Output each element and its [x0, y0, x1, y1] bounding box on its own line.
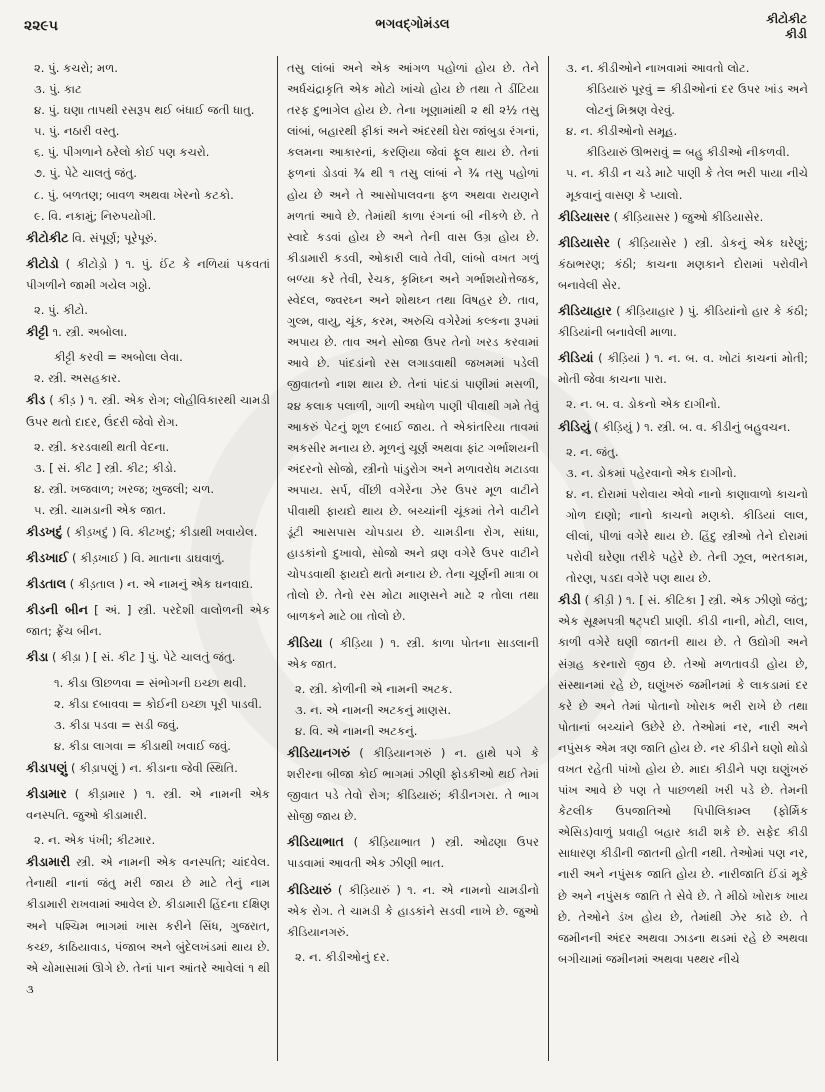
dictionary-entry: [26, 547, 270, 569]
definition-text: ( કીડ઼તાલ ) ન. એ નામનું એક ઘનવાદ્ય.: [66, 577, 254, 592]
sense-item: ૨. સ્ત્રી. કોળીની એ નામની અટક.: [295, 681, 453, 696]
headword: કીડિયાભાત: [287, 834, 344, 850]
sense-item: ૨. ન. કીડીઓનું દર.: [295, 949, 390, 964]
idiom-item: ૧. કીડા ઊછળવા = સંભોગની ઇચ્છા થવી.: [54, 675, 247, 690]
column-divider: [277, 56, 278, 1061]
definition-text: ( કીડ઼ામાર ) ૧. સ્ત્રી. એ નામની એક વનસ્પતિ. જુઓ કીડામારી.: [26, 787, 270, 823]
guide-word-first: કીટોકીટ: [766, 12, 807, 26]
sense-item: ૨. ન. જંતુ.: [566, 444, 619, 459]
sense-item: ૩. ન. એ નામની અટકનું માણસ.: [295, 702, 452, 717]
sense-item: ૪. ન. કીડીઓનો સમૂહ.: [566, 124, 678, 139]
sense-item: ૩. ન. કીડીઓને નાખવામાં આવતો લોટ.: [566, 61, 750, 75]
column-divider: [548, 56, 549, 1061]
sense-item: ૬. પું. પીગળાને ઠરેલો કોઈ પણ કચરો.: [34, 145, 210, 160]
definition-text: ( કીડ઼ા ) [ સં. કીટ ] પું. પેટે ચાલતું જંતુ.: [48, 650, 236, 665]
definition-text: ( કીડ઼િયાહાર ) પું. કીડિયાંનો હાર કે કંઠી; કીડિયાંની બનાવેલી માળા.: [558, 304, 808, 340]
dictionary-entry: [26, 253, 270, 296]
definition-text: વિ. સંપૂર્ણ; પૂરેપૂરું.: [68, 230, 158, 245]
definition-text: [ અં. ] સ્ત્રી. પરદેશી વાલોળની એક જાત; ફ્રેંચ બીન.: [26, 603, 270, 639]
idiom-item: કીડિયારું પૂરવું = કીડીઓનાં દર ઉપર ખાંડ અને લોટનું મિશ્રણ વેરવું.: [586, 82, 808, 118]
column-3: [558, 58, 808, 1058]
sense-item: ૨. સ્ત્રી. અસહકાર.: [34, 371, 121, 386]
book-title: ભગવદ્ગોમંડલ: [375, 17, 450, 32]
sense-item: ૪. સ્ત્રી. ખજવાળ; ખરજ; ખુજલી; ચળ.: [34, 481, 215, 496]
dictionary-entry: [26, 783, 270, 826]
dictionary-entry: [558, 232, 808, 296]
headword: કીડિયારું: [287, 881, 332, 897]
idiom-item: કીડિયારું ઊભરાવું = બહુ કીડીઓ નીકળવી.: [586, 145, 790, 160]
definition-text: ( કીડ઼િયું ) ૧. સ્ત્રી. બ. વ. કીડીનું બહુવચન.: [590, 419, 791, 434]
sense-item: ૨. ન. બ. વ. ડોકનો એક દાગીનો.: [566, 397, 721, 412]
guide-word-last: કીડી: [785, 27, 807, 41]
headword: કીડિયું: [558, 418, 591, 434]
headword: કીડતાલ: [26, 576, 67, 592]
dictionary-entry: [26, 757, 270, 779]
sense-item: ૪. વિ. એ નામની અટકનું.: [295, 723, 418, 738]
headword: કીડી: [558, 592, 581, 608]
sense-item: ૨. ન. એક પંખી; કીટમાર.: [34, 833, 156, 848]
definition-text: ૧. સ્ત્રી. અબોલા.: [48, 325, 128, 340]
headword: કીડા: [26, 649, 49, 665]
definition-text: ( કીડ઼ી ) ૧. [ સં. કીટિકા ] સ્ત્રી. એક ઝીણો જંતુ; એક સૂક્ષ્મપત્રી ષટ્પદી પ્રાણી. કીડી નાની, મોટી, લાલ, કાળી વગેરે ઘણી જાતની થાય છે. તે ઉદ્યોગી અને સંગ્રહ કરનારો જીવ છે. તેઓ મળતાવડી હોય છે, સંસ્થાનમાં રહે છે, ઘણુંખરું જમીનમાં કે લાકડામાં દર કરે છે અને તેમાં પોતાનો ખોરાક ભરી રાખે છે તથા પોતાનાં બચ્ચાંને ઉછેરે છે. તેઓમાં નર, નારી અને નપુંસક એમ ત્રણ જાતિ હોય છે. નર કીડીને ઘણો થોડો વખત રહેતી પાંખો હોય છે. માદા કીડીને પણ ઘણુંખરું પાંખ આવે છે પણ તે પાછળથી ખરી પડે છે. તેમની કેટલીક ઉપજાતિઓ પિપીલિકામ્લ (ફોર્મિક એસિડ)વાળું પ્રવાહી બહાર કાઢી શકે છે. સફેદ કીડી સાધારણ કીડીની જાતની હોતી નથી. તેઓમાં પણ નર, નારી અને નપુંસક જાતિ હોય છે. નારીજાતિ ઈંડાં મૂકે છે અને નપુંસક જાતિ તે સેવે છે. તે મીઠો ખોરાક ખાય છે. તેઓને ડંખ હોય છે, તેમાંથી ઝેર કાઢે છે. તે જમીનની અંદર અથવા ઝાડના થડમાં રહે છે અથવા બગીચામાં જમીનમાં અથવા પથ્થર નીચે: [558, 593, 808, 966]
dictionary-entry: [558, 347, 808, 390]
definition-text: ( કીડ઼ાપણું ) ન. કીડાના જેવી સ્થિતિ.: [67, 760, 238, 775]
dictionary-entry: [287, 879, 539, 943]
dictionary-entry: [26, 573, 270, 595]
headword: કીડિયાનગરું: [287, 745, 350, 760]
continued-text: તસુ લાંબાં અને એક આંગળ પહોળાં હોય છે. તેને અર્ધચંદ્રાકૃતિ એક મોટો ખાંચો હોય છે તથા તે ડીંટિયા તરફ દુભાગેલ હોય છે. તેના ખૂણામાંથી ૨ થી ૨½ તસુ લાંબાં, બહારથી ફીકાં અને અંદરથી ઘેરા જાંબુડા રંગનાં, કલમના આકારનાં, કરણિયા જેવાં ફૂલ થાય છે. તેનાં ફળનાં ડોડવાં ¾ થી ૧ તસુ લાંબાં ને ¾ તસુ પહોળાં હોય છે અને તે આસોપાલવના ફળ અથવા રાયણને મળતાં આવે છે. તેમાંથી કાળા રંગનાં બી નીકળે છે. તે સ્વાદે કડવાં હોય છે અને તેની વાસ ઉગ્ર હોય છે. કીડામારી કડવી, ઓકારી લાવે તેવી, લાંબો વખત ગળું બળ્યા કરે તેવી, રેચક, કૃમિઘ્ન અને ગર્ભાશયોત્તેજક, સ્વેદલ, જ્વરઘ્ન અને શોથઘ્ન તથા વિષહર છે. તાવ, ગુલ્મ, વાયુ, ચૂંક, કરમ, અરુચિ વગેરેમાં કલ્કના રૂપમાં અપાય છે. તાવ અને સોજા ઉપર તેનો ખરડ કરવામાં આવે છે. પાંદડાંનો રસ લગાડવાથી જખમમાં પડેલી જીવાતનો નાશ થાય છે. તેનાં પાંદડાં પાણીમાં મસળી, ૨૪ કલાક પલાળી, ગાળી અધોળ પાણી પીવાથી ગમે તેવું આકરું પેટનું શૂળ દબાઈ જાય. તે એકાંતરિયા તાવમાં અકસીર મનાય છે. મૂળનું ચૂર્ણ અથવા ફાંટ ગર્ભાશયની અંદરનો સોજો, સ્ત્રીનો પાંડુરોગ અને મળાવરોધ મટાડવા અપાય. સર્પ, વીંછી વગેરેના ઝેર ઉપર મૂળ વાટીને પીવાથી ફાયદો થાય છે. બચ્ચાંની ચૂંકમાં તેને વાટીને ડૂંટી આસપાસ ચોપડાય છે. ચામડીના રોગ, સાંધા, હાડકાંનો દુખાવો, સોજો અને વ્રણ વગેરે ઉપર વાટીને ચોપડવાથી ફાયદો થતો મનાય છે. તેના ચૂર્ણની માત્રા ૦। તોલો છે. તેનો રસ મોટા માણસને માટે ૨ તોલા તથા બાળકને માટે ૦॥ તોલો છે.: [287, 61, 539, 624]
headword: કીડાપણું: [26, 759, 68, 775]
dictionary-entry: [558, 416, 808, 438]
sense-item: ૩. [ સં. કીટ ] સ્ત્રી. કીટ; કીડો.: [34, 460, 177, 475]
dictionary-entry: [287, 632, 539, 675]
headword: કીટ્ટી: [26, 324, 49, 340]
headword: કીડખદું: [26, 523, 63, 539]
definition-text: ( કીડ઼ખાઈ ) વિ. માતાના ડાઘવાળું.: [68, 551, 225, 566]
definition-text: ( કીડ઼િયારું ) ૧. ન. એ નામનો ચામડીનો એક રોગ. તે ચામડી કે હાડકાંને સડવી નાખે છે. જુઓ કીડિયાનગરું.: [287, 882, 539, 939]
headword: કીટોડો: [26, 255, 59, 271]
definition-text: ( કીડ઼િયાભાત ) સ્ત્રી. ઓઢણા ઉપર પાડવામાં આવતી એક ઝીણી ભાત.: [287, 835, 539, 871]
headword: કીડિયા: [287, 634, 323, 650]
idiom-item: ૨. કીડા દબાવવા = કોઈની ઇચ્છા પૂરી પાડવી.: [54, 696, 262, 711]
page-number: ૨૨૯૫: [24, 18, 58, 34]
dictionary-entry: [558, 300, 808, 343]
sense-item: ૫. સ્ત્રી. ચામડાની એક જાત.: [34, 502, 167, 517]
definition-text: સ્ત્રી. એ નામની એક વનસ્પતિ; ચાંદવેલ. તેનાથી નાનાં જંતુ મરી જાય છે માટે તેનું નામ કીડામારી રાખવામાં આવેલ છે. કીડામારી હિંદના દક્ષિણ અને પશ્ચિમ ભાગમાં ખાસ કરીને સિંધ, ગુજરાત, કચ્છ, કાઠિયાવાડ, પંજાબ અને બુંદેલખંડમાં થાય છે. એ ચોમાસામાં ઊગે છે. તેનાં પાન આંતરે આવેલાં ૧ થી ૩: [26, 855, 270, 996]
headword: કીડામાર: [26, 786, 67, 801]
idiom-item: ૩. કીડા પડવા = સડી જવું.: [54, 717, 180, 732]
dictionary-entry: [558, 206, 808, 228]
dictionary-entry: [26, 851, 270, 1000]
guide-words: [766, 12, 807, 42]
sense-item: ૮. પું. બળતણ; બાવળ અથવા ખેરનો કટકો.: [34, 187, 234, 202]
page-header: [0, 0, 825, 50]
sense-item: ૭. પું. પેટે ચાલતું જંતુ.: [34, 166, 137, 181]
headword: કીડ: [26, 392, 46, 408]
definition-text: ( કીડ઼િયાસેર ) સ્ત્રી. ડોકનું એક ઘરેણું; કંઠાભરણ; કંઠી; કાચના મણકાને દોરામાં પરોવીને બનાવેલી સેર.: [558, 235, 808, 292]
sense-item: ૫. ન. કીડી ન ચડે માટે પાણી કે તેલ ભરી પાયા નીચે મૂકવાનું વાસણ કે પ્યાલો.: [566, 166, 808, 202]
sense-item: ૯. વિ. નકામું; નિરુપયોગી.: [34, 208, 157, 223]
sense-item: ૫. પું. નઠારી વસ્તુ.: [34, 124, 120, 139]
definition-text: ( કીડ઼િયા ) ૧. સ્ત્રી. કાળા પોતના સાડલાની એક જાત.: [287, 635, 539, 671]
sense-item: ૨. પું. કચરો; મળ.: [34, 61, 118, 75]
definition-text: ( કીડ઼િયાસર ) જુઓ કીડિયાસેર.: [609, 209, 764, 224]
sense-item: ૩. ન. ડોકમાં પહેરવાનો એક દાગીનો.: [566, 465, 737, 480]
sense-item: ૪. ન. દોરામાં પરોવાય એવો નાનો કાણાવાળો કાચનો ગોળ દાણો; નાનો કાચનો મણકો. કીડિયાં લાલ, લીલાં, પીળાં વગેરે થાય છે. હિંદુ સ્ત્રીઓ તેને દોરામાં પરોવી ઘરેણા તરીકે પહેરે છે. તેની ઝૂલ, ભરતકામ, તોરણ, પડદા વગેરે પણ થાય છે.: [566, 486, 808, 586]
sense-item: ૪. પું. ઘણા તાપથી રસરૂપ થઈ બંધાઈ જતી ધાતુ.: [34, 103, 255, 118]
headword: કીટોકીટ: [26, 229, 69, 245]
dictionary-entry: [26, 599, 270, 642]
column-2: [287, 58, 539, 1058]
headword: કીડખાઈ: [26, 550, 69, 566]
dictionary-entry: [26, 227, 270, 249]
definition-text: ( કીડ઼િયાનગરું ) ન. હાથે પગે કે શરીરના બીજા કોઈ ભાગમાં ઝીણી ફોડકીઓ થઈ તેમાં જીવાત પડે તેવો રોગ; કીડિયારું; કીડીનગરા. તે ભાગ સોજી જાય છે.: [287, 746, 539, 824]
definition-text: ( કીડ઼ ) ૧. સ્ત્રી. એક રોગ; લોહીવિકારથી ચામડી ઉપર થતો દાદર, ઉંદરી જેવો રોગ.: [26, 393, 270, 429]
headword: કીડામારી: [26, 854, 71, 870]
headword: કીડિયાસર: [558, 208, 610, 224]
idiom-item: ૪. કીડા લાગવા = કીડાથી ખવાઈ જવું.: [54, 738, 231, 753]
headword: કીડિયાસેર: [558, 234, 610, 250]
idiom-item: કીટ્ટી કરવી = અબોલા લેવા.: [54, 350, 183, 365]
sense-item: ૩. પું. કાટ: [34, 82, 82, 97]
headword: કીડિયાં: [558, 350, 594, 366]
definition-text: ( કીડ઼ખદું ) વિ. કીટખદું; કીડાથી ખવાયેલ.: [62, 524, 258, 539]
dictionary-entry: [26, 389, 270, 432]
definition-text: ( કીટોડ઼ો ) ૧. પું. ઈંટ કે નળિયાં પકવતાં પીગળીને જામી ગયેલ ગઠ્ઠો.: [26, 256, 270, 292]
dictionary-entry: [26, 646, 270, 668]
definition-text: ( કીડ઼િયાં ) ૧. ન. બ. વ. ખોટાં કાચનાં મોતી; મોતી જેવા કાચના પારા.: [558, 351, 808, 387]
headword: કીડિયાહાર: [558, 303, 612, 319]
dictionary-entry: [26, 321, 270, 343]
dictionary-entry: [558, 589, 808, 970]
sense-item: ૨. સ્ત્રી. કરડવાથી થતી વેદના.: [34, 439, 170, 454]
dictionary-entry: [287, 742, 539, 827]
sense-item: ૨. પું. કીટો.: [34, 303, 88, 318]
headword: કીડની બીન: [26, 602, 88, 618]
column-1: [26, 58, 270, 1058]
dictionary-entry: [287, 831, 539, 874]
dictionary-entry: [26, 521, 270, 543]
